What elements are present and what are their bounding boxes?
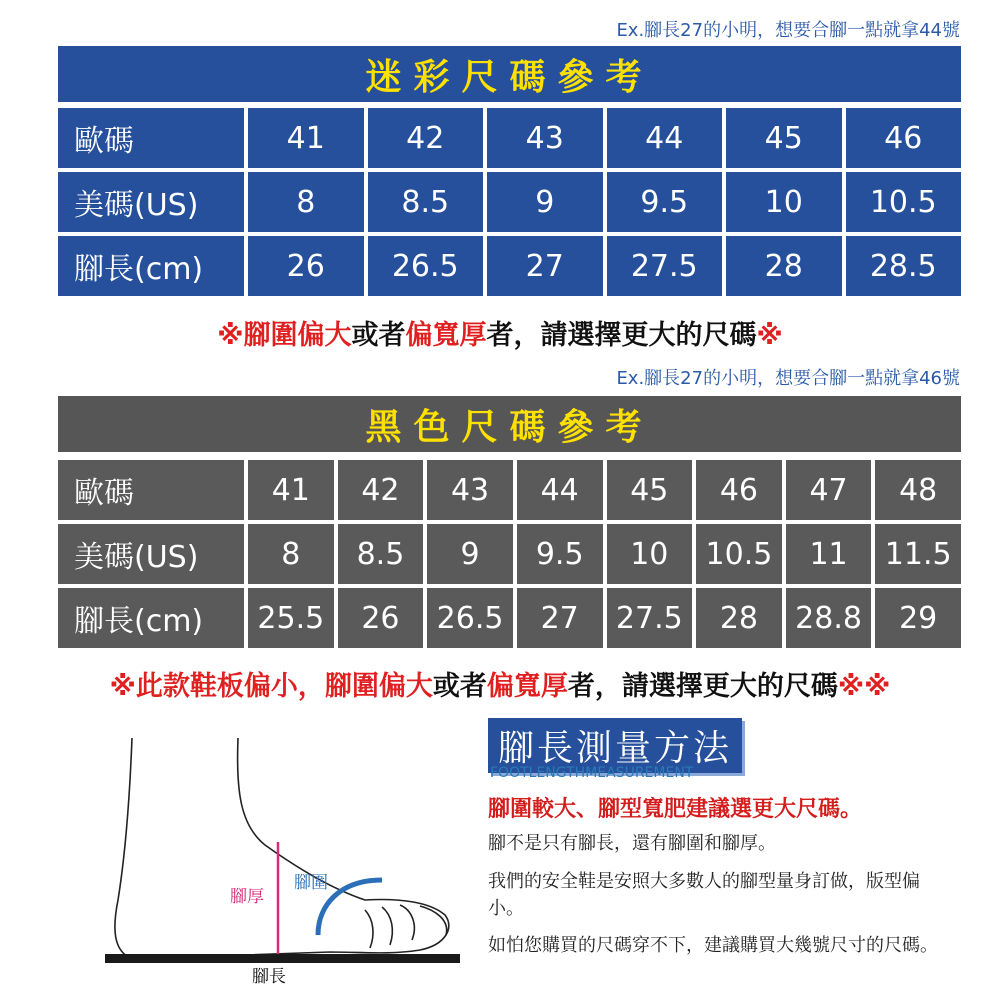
table-cell: 10.5 (846, 172, 962, 232)
camo-example-note: Ex.腳長27的小明，想要合腳一點就拿44號 (616, 20, 960, 41)
camo-size-title: 迷彩尺碼參考 (58, 46, 961, 102)
table-cell: 28.8 (786, 588, 872, 648)
table-cell: 9 (427, 524, 513, 584)
table-cell: 11.5 (875, 524, 961, 584)
table-cell: 10 (607, 524, 693, 584)
warning-red-text: 偏寬厚 (405, 320, 487, 351)
table-cell: 28 (726, 236, 842, 296)
table-row-cm (58, 236, 961, 296)
table-cell: 42 (368, 108, 484, 168)
table-row-us (58, 524, 961, 584)
row-label-us: 美碼(US) (58, 524, 244, 584)
camo-size-table (54, 104, 965, 300)
table-cell: 43 (427, 460, 513, 520)
warning-red-text: 偏寬厚 (486, 671, 568, 702)
foot-diagram (100, 730, 470, 990)
table-row-us (58, 172, 961, 232)
thickness-label: 腳厚 (230, 887, 264, 907)
warning-mark: ※※ (837, 671, 891, 702)
table-cell: 29 (875, 588, 961, 648)
warning-text: 或者 (432, 671, 487, 702)
warning-text: 或者 (351, 320, 406, 351)
table-cell: 42 (338, 460, 424, 520)
table-cell: 45 (607, 460, 693, 520)
warning-red-text: ※此款鞋板偏小， (109, 671, 325, 702)
length-label: 腳長 (252, 967, 286, 987)
row-label-cm: 腳長(cm) (58, 588, 244, 648)
girth-label: 腳圍 (294, 873, 328, 893)
table-cell: 8.5 (338, 524, 424, 584)
table-cell: 26.5 (427, 588, 513, 648)
measure-paragraph-1: 腳不是只有腳長，還有腳圍和腳厚。 (488, 833, 776, 854)
table-cell: 27 (487, 236, 603, 296)
warning-red-text: 腳圍偏大 (243, 320, 352, 351)
table-cell: 45 (726, 108, 842, 168)
black-warning (0, 664, 1000, 703)
table-cell: 9.5 (517, 524, 603, 584)
table-cell: 27 (517, 588, 603, 648)
table-cell: 8 (248, 172, 364, 232)
table-cell: 27.5 (607, 236, 723, 296)
table-cell: 9 (487, 172, 603, 232)
table-cell: 8 (248, 524, 334, 584)
measure-paragraph-3: 如怕您購買的尺碼穿不下，建議購買大幾號尺寸的尺碼。 (488, 935, 938, 956)
warning-mark: ※ (217, 320, 244, 351)
table-row-eu (58, 108, 961, 168)
table-cell: 47 (786, 460, 872, 520)
warning-red-text: 腳圍偏大 (324, 671, 433, 702)
measure-title: 腳長測量方法 (488, 718, 742, 773)
table-cell: 46 (696, 460, 782, 520)
table-cell: 26.5 (368, 236, 484, 296)
table-cell: 27.5 (607, 588, 693, 648)
table-cell: 26 (338, 588, 424, 648)
table-cell: 10.5 (696, 524, 782, 584)
table-cell: 44 (517, 460, 603, 520)
foot-outline-icon (115, 738, 449, 958)
table-cell: 41 (248, 460, 334, 520)
table-cell: 11 (786, 524, 872, 584)
black-size-title: 黑色尺碼參考 (58, 396, 961, 452)
table-cell: 28 (696, 588, 782, 648)
table-cell: 46 (846, 108, 962, 168)
warning-mark: ※ (756, 320, 783, 351)
table-row-cm (58, 588, 961, 648)
measure-paragraph-2: 我們的安全鞋是安照大多數人的腳型量身訂做，版型偏小。 (488, 871, 920, 919)
table-cell: 41 (248, 108, 364, 168)
table-cell: 44 (607, 108, 723, 168)
table-cell: 25.5 (248, 588, 334, 648)
measure-subtitle: FOOTLENGTHMEASUREMENT (490, 765, 694, 781)
black-example-note: Ex.腳長27的小明，想要合腳一點就拿46號 (616, 368, 960, 389)
black-size-table (54, 456, 965, 652)
table-cell: 8.5 (368, 172, 484, 232)
row-label-us: 美碼(US) (58, 172, 244, 232)
row-label-eu: 歐碼 (58, 108, 244, 168)
table-cell: 28.5 (846, 236, 962, 296)
warning-text: 者，請選擇更大的尺碼 (486, 320, 757, 351)
table-row-eu (58, 460, 961, 520)
warning-text: 者，請選擇更大的尺碼 (567, 671, 838, 702)
table-cell: 26 (248, 236, 364, 296)
table-cell: 43 (487, 108, 603, 168)
row-label-eu: 歐碼 (58, 460, 244, 520)
measure-red-note: 腳圍較大、腳型寬肥建議選更大尺碼。 (488, 797, 863, 822)
table-cell: 9.5 (607, 172, 723, 232)
camo-warning (0, 313, 1000, 352)
table-cell: 48 (875, 460, 961, 520)
row-label-cm: 腳長(cm) (58, 236, 244, 296)
table-cell: 10 (726, 172, 842, 232)
